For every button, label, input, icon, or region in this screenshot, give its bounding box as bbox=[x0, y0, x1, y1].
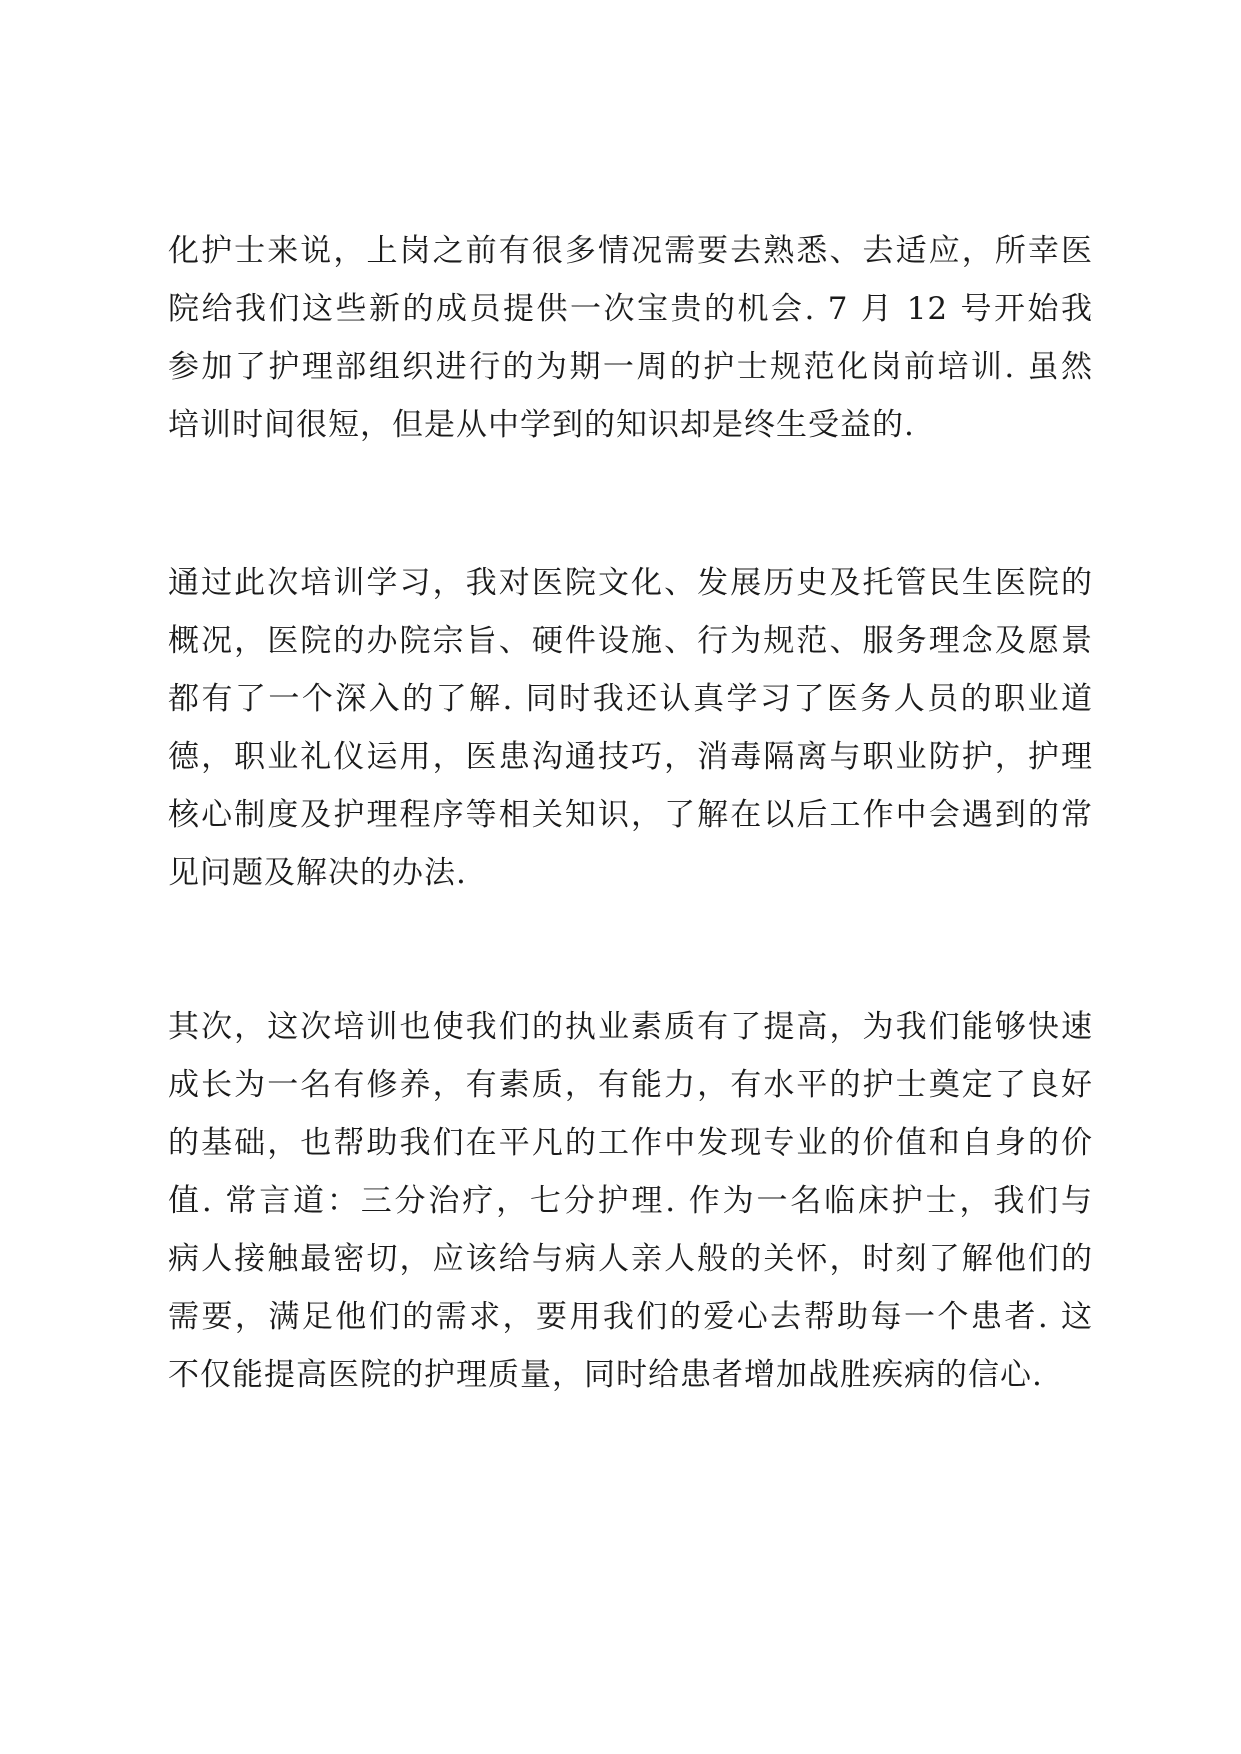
paragraph-1-line-2: 院给我们这些新的成员提供一次宝贵的机会. 7 月 12 号开始我 bbox=[168, 291, 1093, 327]
paragraph-2 bbox=[168, 554, 1093, 902]
paragraph-1-line-4: 培训时间很短，但是从中学到的知识却是终生受益的. bbox=[168, 407, 915, 443]
paragraph-1-line-3: 参加了护理部组织进行的为期一周的护士规范化岗前培训. 虽然 bbox=[168, 349, 1093, 385]
paragraph-1 bbox=[168, 222, 1093, 454]
paragraph-3-line-6: 需要，满足他们的需求，要用我们的爱心去帮助每一个患者. 这 bbox=[168, 1299, 1093, 1335]
paragraph-3-line-1: 其次，这次培训也使我们的执业素质有了提高，为我们能够快速 bbox=[168, 1009, 1093, 1045]
paragraph-2-line-5: 核心制度及护理程序等相关知识，了解在以后工作中会遇到的常 bbox=[168, 797, 1093, 833]
paragraph-3 bbox=[168, 998, 1093, 1404]
paragraph-2-line-3: 都有了一个深入的了解. 同时我还认真学习了医务人员的职业道 bbox=[168, 681, 1093, 717]
paragraph-3-line-7: 不仅能提高医院的护理质量，同时给患者增加战胜疾病的信心. bbox=[168, 1357, 1043, 1393]
paragraph-2-line-2: 概况，医院的办院宗旨、硬件设施、行为规范、服务理念及愿景 bbox=[168, 623, 1093, 659]
paragraph-3-line-3: 的基础，也帮助我们在平凡的工作中发现专业的价值和自身的价 bbox=[168, 1125, 1093, 1161]
paragraph-3-line-5: 病人接触最密切，应该给与病人亲人般的关怀，时刻了解他们的 bbox=[168, 1241, 1093, 1277]
paragraph-3-line-4: 值. 常言道：三分治疗，七分护理. 作为一名临床护士，我们与 bbox=[168, 1183, 1093, 1219]
paragraph-1-line-1: 化护士来说，上岗之前有很多情况需要去熟悉、去适应，所幸医 bbox=[168, 233, 1093, 269]
paragraph-2-line-4: 德，职业礼仪运用，医患沟通技巧，消毒隔离与职业防护，护理 bbox=[168, 739, 1093, 775]
paragraph-2-line-1: 通过此次培训学习，我对医院文化、发展历史及托管民生医院的 bbox=[168, 565, 1093, 601]
paragraph-2-line-6: 见问题及解决的办法. bbox=[168, 855, 467, 891]
paragraph-3-line-2: 成长为一名有修养，有素质，有能力，有水平的护士奠定了良好 bbox=[168, 1067, 1093, 1103]
